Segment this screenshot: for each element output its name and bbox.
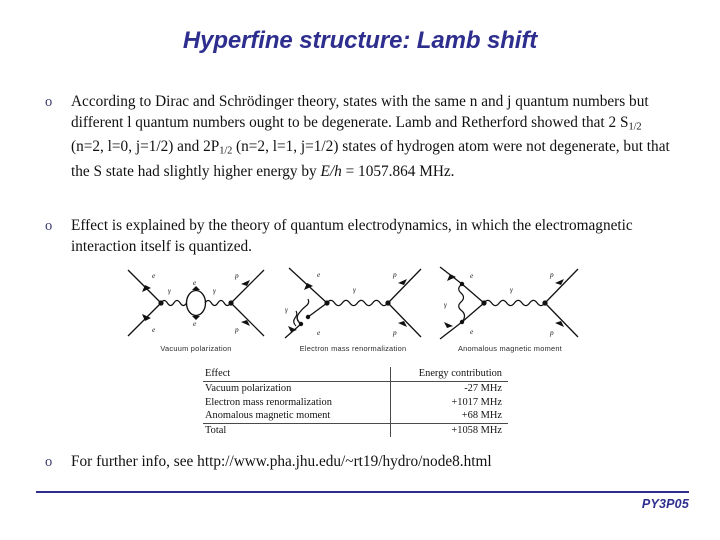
particle-labels — [152, 271, 239, 334]
label-p-bottom-right: p — [235, 325, 239, 334]
label-e-bottom-left: e — [152, 325, 156, 334]
table-header-row — [203, 367, 508, 382]
table-header-energy: Energy contribution — [418, 368, 502, 379]
feynman-diagram-figure — [118, 262, 588, 366]
table-row — [203, 396, 508, 410]
label-p-top-right: p — [550, 270, 554, 279]
feynman-diagram-mass-renormalization — [275, 262, 431, 366]
table-row — [203, 409, 508, 423]
mass-renormalization-svg — [275, 262, 431, 344]
vacuum-polarization-svg — [118, 262, 274, 344]
label-gamma-propagator: γ — [510, 285, 513, 294]
bullet-1-segment-part2: (n=2, l=0, j=1/2) and 2P — [71, 138, 220, 156]
label-p-top-right: p — [393, 270, 397, 279]
table-header-effect: Effect — [203, 367, 391, 382]
bullet-1-segment-part3: (n=2, l=1, j=1/2) states of hydrogen atom were not degenerate, but that the S state had slightly higher energy by — [71, 138, 670, 181]
bullet-marker-icon: o — [45, 454, 53, 470]
feynman-caption-mass-renormalization: Electron mass renormalization — [299, 344, 407, 353]
footer-divider — [36, 491, 689, 493]
label-gamma-loop: γ — [285, 305, 288, 314]
bullet-text-3 — [71, 452, 492, 473]
bullet-3-lead-text: For further info, see — [71, 453, 198, 470]
bullet-marker-icon: o — [45, 94, 53, 110]
label-e-bottom-left: e — [317, 328, 321, 337]
feynman-diagram-magnetic-moment — [432, 262, 588, 366]
bullet-1-subscript-1: 1/2 — [628, 120, 642, 132]
table-row — [203, 382, 508, 396]
bullet-text-1 — [71, 92, 670, 183]
bullet-item-3 — [45, 452, 665, 473]
bullet-1-italic-formula: E/h — [320, 163, 342, 181]
bullet-item-1 — [45, 92, 670, 183]
table-cell-value: +68 MHz — [461, 410, 502, 421]
table-total-row — [203, 423, 508, 437]
bullet-1-segment-part1: According to Dirac and Schrödinger theory, states with the same n and j quantum numbers but different l quantum numbers ought to be degenerate. Lamb and Retherford showed that 2 S — [71, 93, 649, 131]
table-cell-value: +1017 MHz — [451, 396, 502, 408]
label-gamma-vertex: γ — [444, 300, 447, 309]
label-e-loop-bottom: e — [193, 319, 197, 328]
feynman-diagram-vacuum-polarization — [118, 262, 274, 366]
table-cell-total-value: +1058 MHz — [451, 424, 502, 436]
label-e-loop-top: e — [193, 278, 197, 287]
contributions-table — [203, 367, 508, 437]
bullet-marker-icon: o — [45, 218, 53, 234]
vertex-dots — [460, 282, 548, 324]
bullet-text-2: Effect is explained by the theory of quantum electrodynamics, in which the electromagnetic interaction itself is quantized. — [71, 217, 633, 255]
bullet-1-segment-part4: = 1057.864 MHz. — [341, 163, 455, 181]
label-e-bottom-left: e — [470, 327, 474, 336]
label-e-top-left: e — [152, 271, 156, 280]
table-cell-total-label: Total — [203, 423, 391, 437]
label-p-bottom-right: p — [550, 328, 554, 337]
label-e-top-left: e — [317, 270, 321, 279]
bullet-item-2 — [45, 216, 665, 257]
label-gamma-right: γ — [213, 286, 216, 295]
table-cell-effect: Vacuum polarization — [203, 382, 391, 396]
feynman-caption-magnetic-moment: Anomalous magnetic moment — [457, 344, 563, 353]
label-e-top-left: e — [470, 271, 474, 280]
page-title: Hyperfine structure: Lamb shift — [182, 27, 538, 54]
table-cell-effect: Electron mass renormalization — [203, 396, 391, 410]
external-link-url[interactable]: http://www.pha.jhu.edu/~rt19/hydro/node8.html — [197, 453, 492, 470]
table-cell-value: -27 MHz — [464, 383, 502, 394]
label-p-top-right: p — [235, 271, 239, 280]
feynman-caption-vacuum-polarization: Vacuum polarization — [160, 344, 232, 353]
label-gamma-left: γ — [168, 286, 171, 295]
table-cell-effect: Anomalous magnetic moment — [203, 409, 391, 423]
footer-course-code: PY3P05 — [641, 497, 689, 511]
label-p-bottom-right: p — [393, 328, 397, 337]
label-gamma-propagator: γ — [353, 285, 356, 294]
magnetic-moment-svg — [432, 262, 588, 344]
bullet-1-subscript-2: 1/2 — [219, 145, 233, 157]
